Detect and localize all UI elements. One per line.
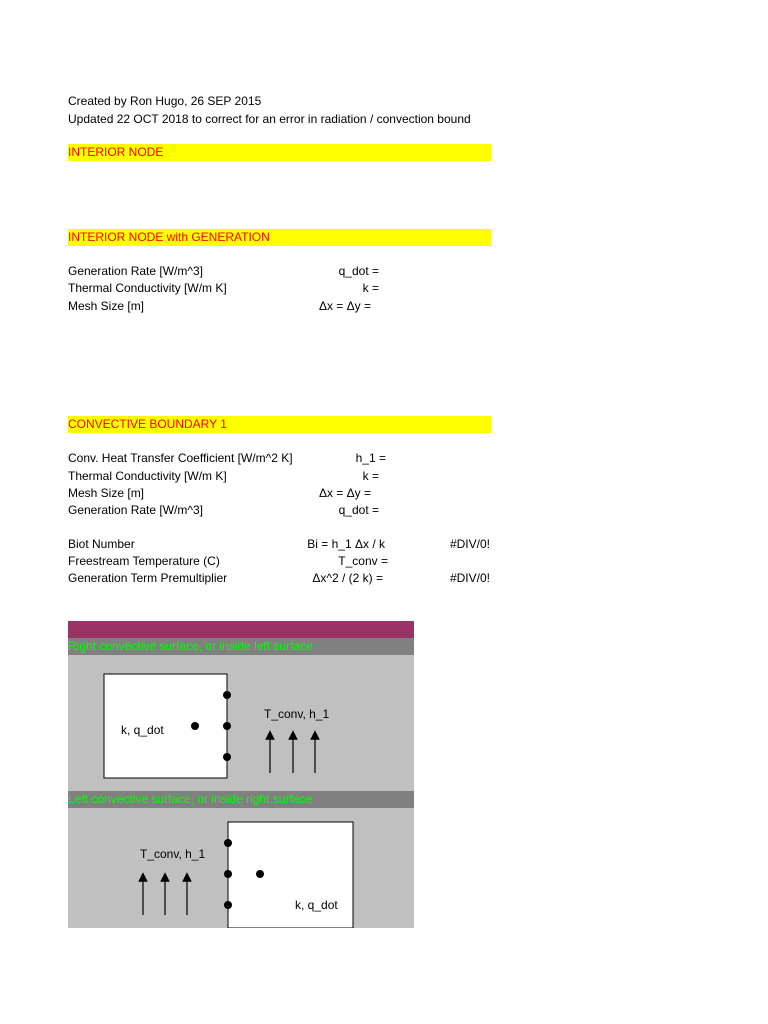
conv-mesh-label: Mesh Size [m] [68, 486, 145, 500]
conv-gen-symbol: q_dot = [338, 503, 379, 517]
conductivity-label: Thermal Conductivity [W/m K] [68, 281, 227, 295]
boundary-node-bottom-left [224, 901, 232, 909]
premultiplier-value: #DIV/0! [449, 571, 490, 585]
right-surface-stripe: Right convective surface, or inside left surface [68, 638, 414, 655]
conv-conductivity-symbol: k = [362, 469, 379, 483]
conv-mesh-symbol: Δx = Δy = [318, 486, 371, 500]
created-note: Created by Ron Hugo, 26 SEP 2015 [68, 94, 262, 108]
conductivity-symbol: k = [362, 281, 379, 295]
updated-note: Updated 22 OCT 2018 to correct for an error in radiation / convection bound [68, 112, 471, 126]
boundary-node-middle-left [224, 870, 232, 878]
interior-node-banner: INTERIOR NODE [68, 144, 491, 161]
boundary-node-top-left [224, 839, 232, 847]
conv-gen-label: Generation Rate [W/m^3] [68, 503, 204, 517]
premultiplier-label: Generation Term Premultiplier [68, 571, 228, 585]
biot-label: Biot Number [68, 537, 135, 551]
interior-node-left [256, 870, 264, 878]
conv-coeff-label: Conv. Heat Transfer Coefficient [W/m^2 K] [68, 451, 293, 465]
solid-block-left [228, 822, 353, 928]
solid-label: k, q_dot [121, 723, 164, 737]
boundary-node-bottom [223, 753, 231, 761]
solid-label-left: k, q_dot [295, 898, 338, 912]
gen-rate-symbol: q_dot = [338, 264, 379, 278]
conv-conductivity-label: Thermal Conductivity [W/m K] [68, 469, 227, 483]
gen-rate-label: Generation Rate [W/m^3] [68, 264, 204, 278]
right-surface-panel [68, 655, 414, 791]
left-surface-stripe: Left convective surface, or inside right surface [68, 791, 414, 808]
mesh-size-symbol: Δx = Δy = [318, 299, 371, 313]
left-surface-panel [68, 808, 414, 928]
mesh-size-label: Mesh Size [m] [68, 299, 145, 313]
freestream-label: Freestream Temperature (C) [68, 554, 220, 568]
biot-symbol: Bi = h_1 Δx / k [307, 537, 385, 551]
convective-boundary-banner: CONVECTIVE BOUNDARY 1 [68, 416, 491, 433]
fluid-label: T_conv, h_1 [264, 707, 330, 721]
diagram-header-bar [68, 621, 414, 638]
left-surface-diagram [68, 808, 414, 928]
right-surface-diagram [68, 655, 414, 791]
boundary-node-middle [223, 722, 231, 730]
fluid-label-left: T_conv, h_1 [140, 847, 206, 861]
interior-node [191, 722, 199, 730]
freestream-symbol: T_conv = [338, 554, 388, 568]
premultiplier-symbol: Δx^2 / (2 k) = [312, 571, 383, 585]
boundary-node-top [223, 691, 231, 699]
biot-value: #DIV/0! [449, 537, 490, 551]
conv-coeff-symbol: h_1 = [355, 451, 386, 465]
interior-node-generation-banner: INTERIOR NODE with GENERATION [68, 229, 491, 246]
